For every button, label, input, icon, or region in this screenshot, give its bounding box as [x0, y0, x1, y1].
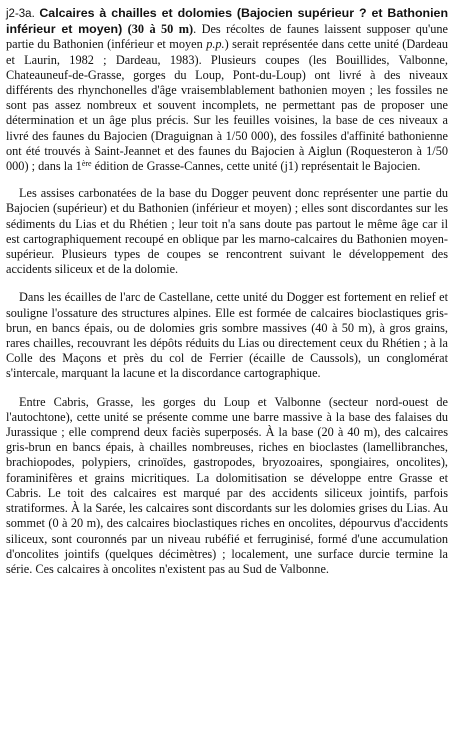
section-heading: Calcaires à chailles et dolomies (Bajocien supérieur ? et Bathonien inférieur et moyen) [6, 6, 449, 37]
paragraph-castellane: Dans les écailles de l'arc de Castellane, cette unité du Dogger est fortement en relief et souligne l'ossature des structures alpines. Elle est formée de calcaires bioclastiques gris-brun, en bancs épais, ou de dolomies gris sombre massives (40 à 50 m), à gros grains, rares chailles, recouvrant les dépôts réduits du Lias ou directement ceux du Rhétien ; à la Colle des Maçons et près du col de Ferrier (écaille de Caussols), un conglomérat s'intercale, marquant la lacune et la discordance cartographique. [6, 290, 448, 381]
intro-text-pp: p.p. [206, 37, 225, 52]
paragraph-dogger-base: Les assises carbonatées de la base du Dogger peuvent donc représenter une partie du Bajocien (supérieur) et du Bathonien (inférieur et moyen) ; elles sont discordantes sur les sédiments du Lias et du Rhétien ; leur toit n'a sans doute pas partout le même âge car il est cartographiquement recoupé en oblique par les marno-calcaires du Bathonien moyen-supérieur. Plusieurs types de coupes se rencontrent suivant le développement des accidents siliceux et de la dolomie. [6, 186, 448, 277]
section-thickness: (30 à 50 m) [127, 22, 194, 37]
intro-text-b: ) serait représentée dans cette unité (Dardeau et Laurin, 1982 ; Dardeau, 1983). Plusieurs coupes (les Bouillides, Valbonne, Chateauneuf-de-Grasse, gorges du Loup, Pont-du-Loup) ont livré à des niveaux différents des rhynchonelles d'âge vraisemblablement bathonien moyen ; les fossiles ne sont pas assez nombreux et souvent incomplets, ne permettant pas de proposer une détermination et un âge plus précis. Sur les feuilles voisines, la base de ces niveaux a livré des faunes du Bajocien (Draguignan à 1/50 000), des fossiles d'affinité bathonienne ont été trouvés à Saint-Jeannet et des faunes du Bajocien à Aiglun (Roquesteron à 1/50 000) ; dans la 1 [6, 37, 448, 174]
intro-text-c: édition de Grasse-Cannes, cette unité (j1) représentait le Bajocien. [91, 159, 421, 174]
intro-text-a: . Des récoltes de faunes laissent supposer qu'une partie du Bathonien (inférieur et moyen [6, 22, 449, 52]
intro-paragraph [6, 6, 448, 174]
intro-superscript: ère [81, 159, 92, 169]
paragraph-cabris-grasse: Entre Cabris, Grasse, les gorges du Loup et Valbonne (secteur nord-ouest de l'autochtone), cette unité se présente comme une barre massive à la base des falaises du Jurassique ; elle comprend deux faciès superposés. À la base (20 à 40 m), des calcaires gris-brun en bancs épais, à chailles nombreuses, riches en bioclastes (lamellibranches, brachiopodes, polypiers, crinoïdes, gastropodes, bryozoaires, spongiaires, oncolites), foraminifères et grains micritiques. La dolomitisation se développe entre Grasse et Cabris. Le toit des calcaires est marqué par des accidents siliceux jointifs, parfois stratiformes. À la Sarée, les calcaires sont discordants sur les dolomies grises du Lias. Au sommet (0 à 20 m), des calcaires bioclastiques riches en oncolites, dépourvus d'accidents siliceux, sont couronnés par un niveau rubéfié et ferruginisé, formé d'une accumulation d'oncolites jointifs (quelques décimètres) ; localement, une surface durcie termine la série. Ces calcaires à oncolites n'existent pas au Sud de Valbonne. [6, 394, 448, 576]
section-code: j2-3a. [6, 8, 35, 20]
document-page [6, 6, 448, 590]
